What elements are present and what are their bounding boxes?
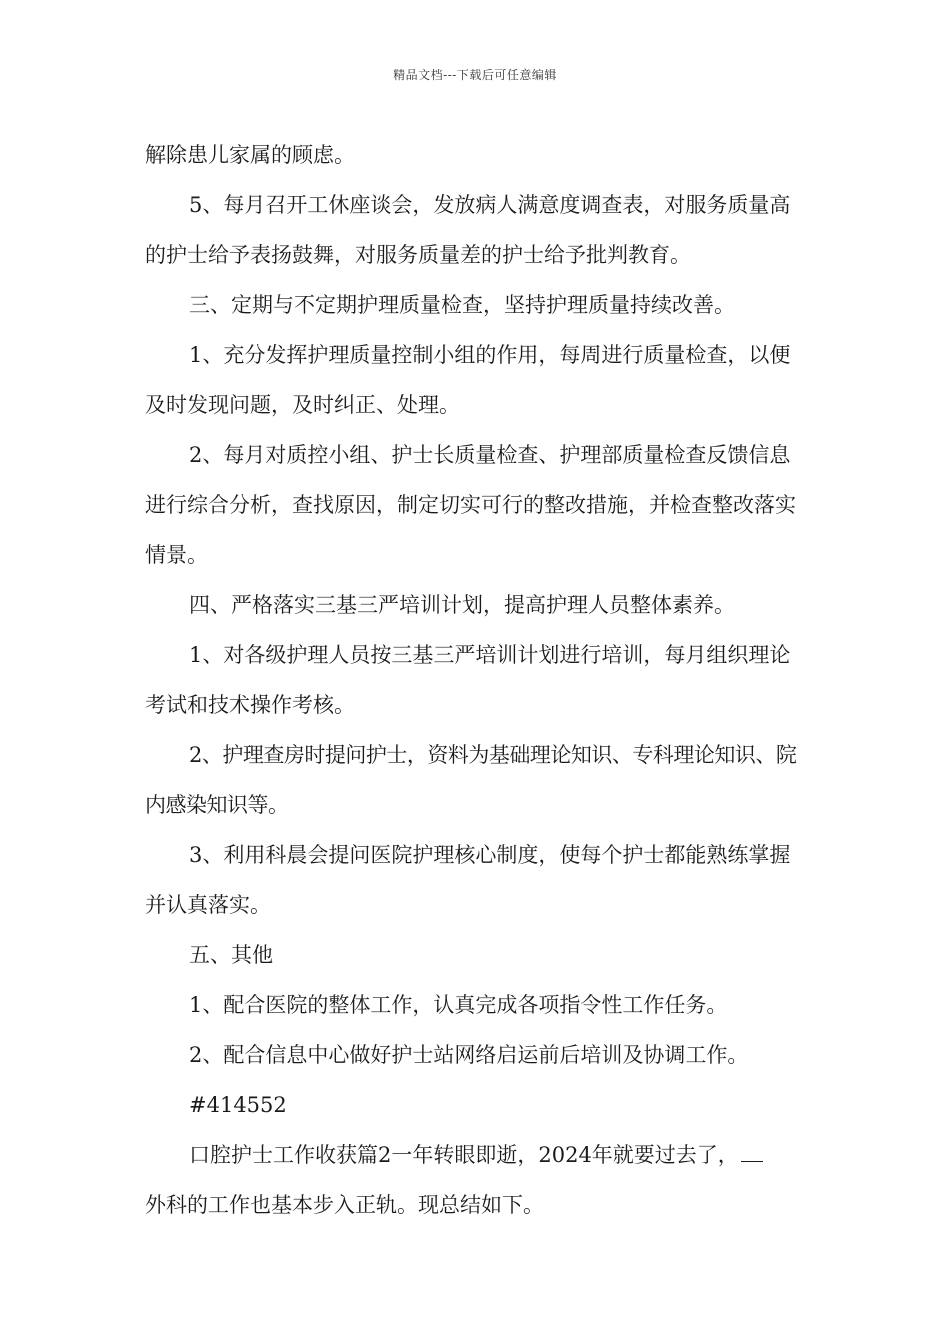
paragraph-8: 2、护理查房时提问护士，资料为基础理论知识、专科理论知识、院内感染知识等。 — [145, 743, 797, 817]
document-body — [145, 130, 810, 1230]
paragraph-10: 五、其他 — [189, 943, 273, 967]
paragraph-7: 1、对各级护理人员按三基三严培训计划进行培训，每月组织理论考试和技术操作考核。 — [145, 643, 791, 717]
paragraph-3: 三、定期与不定期护理质量检查，坚持护理质量持续改善。 — [189, 293, 735, 317]
paragraph-13: #414552 — [189, 1093, 287, 1117]
paragraph-15: 外科的工作也基本步入正轨。现总结如下。 — [145, 1193, 544, 1217]
paragraph-2: 5、每月召开工休座谈会，发放病人满意度调查表，对服务质量高的护士给予表扬鼓舞，对服务质量差的护士给予批判教育。 — [145, 193, 791, 267]
paragraph-4: 1、充分发挥护理质量控制小组的作用，每周进行质量检查，以便及时发现问题，及时纠正、处理。 — [145, 343, 791, 417]
page-header: 精品文档---下载后可任意编辑 — [393, 68, 557, 82]
paragraph-14 — [145, 1130, 810, 1180]
fill-blank — [741, 1147, 763, 1162]
paragraph-1: 解除患儿家属的顾虑。 — [145, 143, 355, 167]
paragraph-14-text: 口腔护士工作收获篇2一年转眼即逝，2024年就要过去了， — [189, 1143, 739, 1167]
paragraph-11: 1、配合医院的整体工作，认真完成各项指令性工作任务。 — [189, 993, 728, 1017]
paragraph-12: 2、配合信息中心做好护士站网络启运前后培训及协调工作。 — [189, 1043, 749, 1067]
paragraph-6: 四、严格落实三基三严培训计划，提高护理人员整体素养。 — [189, 593, 735, 617]
paragraph-9: 3、利用科晨会提问医院护理核心制度，使每个护士都能熟练掌握并认真落实。 — [145, 843, 791, 917]
paragraph-5: 2、每月对质控小组、护士长质量检查、护理部质量检查反馈信息进行综合分析，查找原因，制定切实可行的整改措施，并检查整改落实情景。 — [145, 443, 796, 567]
